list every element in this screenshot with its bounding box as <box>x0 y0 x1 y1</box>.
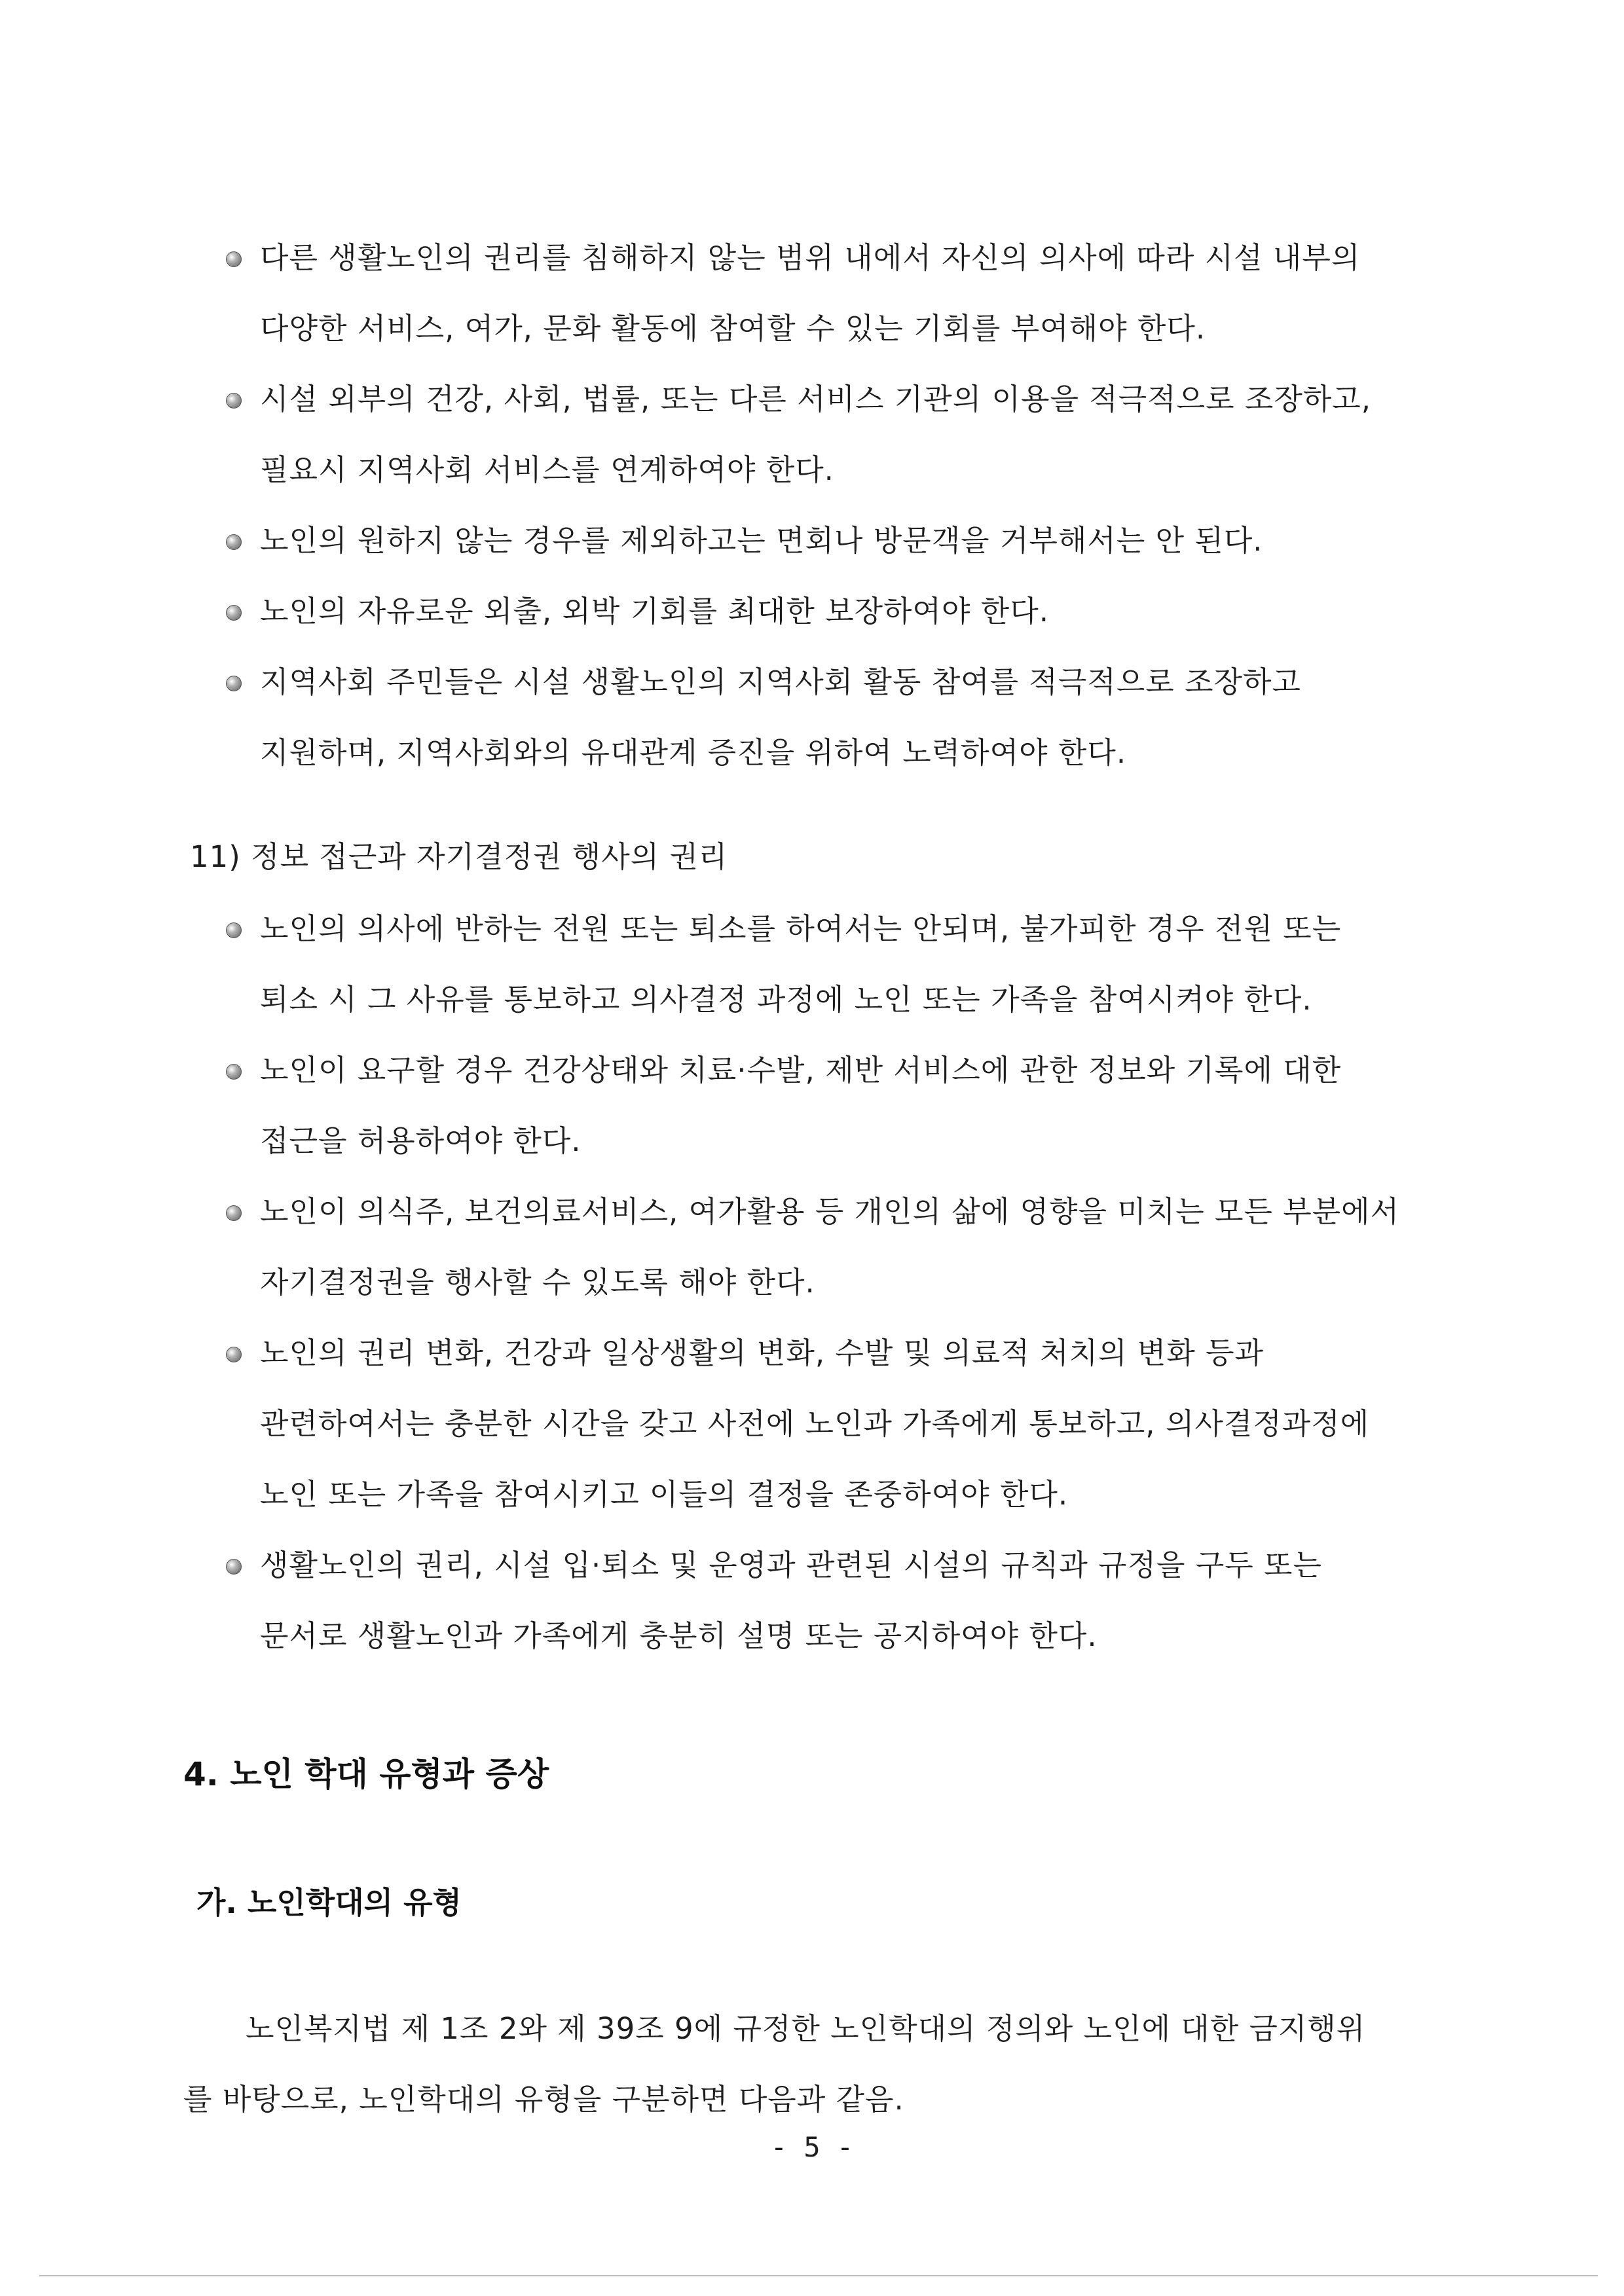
page-bottom-rule <box>39 2275 1598 2276</box>
subsection-heading: 11) 정보 접근과 자기결정권 행사의 권리 <box>190 839 728 874</box>
bullet-item <box>226 223 1447 364</box>
sphere-bullet-icon <box>226 922 242 938</box>
bullet-item <box>226 505 1447 576</box>
sphere-bullet-icon <box>226 605 242 621</box>
bullet-line: 퇴소 시 그 사유를 통보하고 의사결정 과정에 노인 또는 가족을 참여시켜야 한다. <box>260 982 1312 1017</box>
bullet-line: 접근을 허용하여야 한다. <box>260 1123 581 1158</box>
bullet-line: 관련하여서는 충분한 시간을 갖고 사전에 노인과 가족에게 통보하고, 의사결정과정에 <box>260 1406 1370 1441</box>
bullet-item <box>226 1530 1447 1671</box>
bullet-list-top <box>226 223 1447 788</box>
bullet-line: 필요시 지역사회 서비스를 연계하여야 한다. <box>260 452 834 487</box>
bullet-item <box>226 894 1447 1035</box>
sphere-bullet-icon <box>226 1347 242 1362</box>
bullet-list-bottom <box>226 894 1447 1671</box>
sphere-bullet-icon <box>226 1064 242 1080</box>
section-title: 4. 노인 학대 유형과 증상 <box>183 1755 549 1793</box>
bullet-line: 자기결정권을 행사할 수 있도록 해야 한다. <box>260 1265 815 1300</box>
bullet-line: 지원하며, 지역사회와의 유대관계 증진을 위하여 노력하여야 한다. <box>260 735 1127 770</box>
bullet-item <box>226 1035 1447 1176</box>
sphere-bullet-icon <box>226 676 242 691</box>
sphere-bullet-icon <box>226 1559 242 1575</box>
bullet-line: 노인의 자유로운 외출, 외박 기회를 최대한 보장하여야 한다. <box>226 576 1447 647</box>
sphere-bullet-icon <box>226 251 242 267</box>
bullet-line: 문서로 생활노인과 가족에게 충분히 설명 또는 공지하여야 한다. <box>260 1618 1098 1653</box>
bullet-item <box>226 647 1447 788</box>
sphere-bullet-icon <box>226 1205 242 1221</box>
sphere-bullet-icon <box>226 393 242 409</box>
bullet-item <box>226 364 1447 505</box>
paragraph-line: 를 바탕으로, 노인학대의 유형을 구분하면 다음과 같음. <box>183 2082 904 2117</box>
bullet-line: 생활노인의 권리, 시설 입·퇴소 및 운영과 관련된 시설의 규칙과 규정을 구두 또는 <box>226 1530 1447 1601</box>
sphere-bullet-icon <box>226 534 242 550</box>
body-paragraph <box>183 1994 1447 2135</box>
paragraph-line: 노인복지법 제 1조 2와 제 39조 9에 규정한 노인학대의 정의와 노인에 대한 금지행위 <box>246 2011 1366 2046</box>
bullet-item <box>226 1176 1447 1318</box>
page-number: - 5 - <box>770 2131 854 2163</box>
bullet-line: 지역사회 주민들은 시설 생활노인의 지역사회 활동 참여를 적극적으로 조장하고 <box>226 647 1447 718</box>
bullet-line: 노인이 의식주, 보건의료서비스, 여가활용 등 개인의 삶에 영향을 미치는 모든 부분에서 <box>226 1176 1447 1247</box>
bullet-line: 노인의 의사에 반하는 전원 또는 퇴소를 하여서는 안되며, 불가피한 경우 전원 또는 <box>226 894 1447 964</box>
bullet-line: 노인이 요구할 경우 건강상태와 치료·수발, 제반 서비스에 관한 정보와 기록에 대한 <box>226 1035 1447 1106</box>
bullet-line: 노인의 권리 변화, 건강과 일상생활의 변화, 수발 및 의료적 처치의 변화 등과 <box>226 1318 1447 1389</box>
bullet-line: 시설 외부의 건강, 사회, 법률, 또는 다른 서비스 기관의 이용을 적극적으로 조장하고, <box>226 364 1447 435</box>
sub-title: 가. 노인학대의 유형 <box>196 1885 462 1920</box>
bullet-line: 노인 또는 가족을 참여시키고 이들의 결정을 존중하여야 한다. <box>260 1477 1069 1512</box>
bullet-item <box>226 576 1447 647</box>
bullet-line: 다른 생활노인의 권리를 침해하지 않는 범위 내에서 자신의 의사에 따라 시설 내부의 <box>226 223 1447 293</box>
bullet-line: 다양한 서비스, 여가, 문화 활동에 참여할 수 있는 기회를 부여해야 한다. <box>260 311 1206 346</box>
bullet-item <box>226 1318 1447 1530</box>
bullet-line: 노인의 원하지 않는 경우를 제외하고는 면회나 방문객을 거부해서는 안 된다. <box>226 505 1447 576</box>
